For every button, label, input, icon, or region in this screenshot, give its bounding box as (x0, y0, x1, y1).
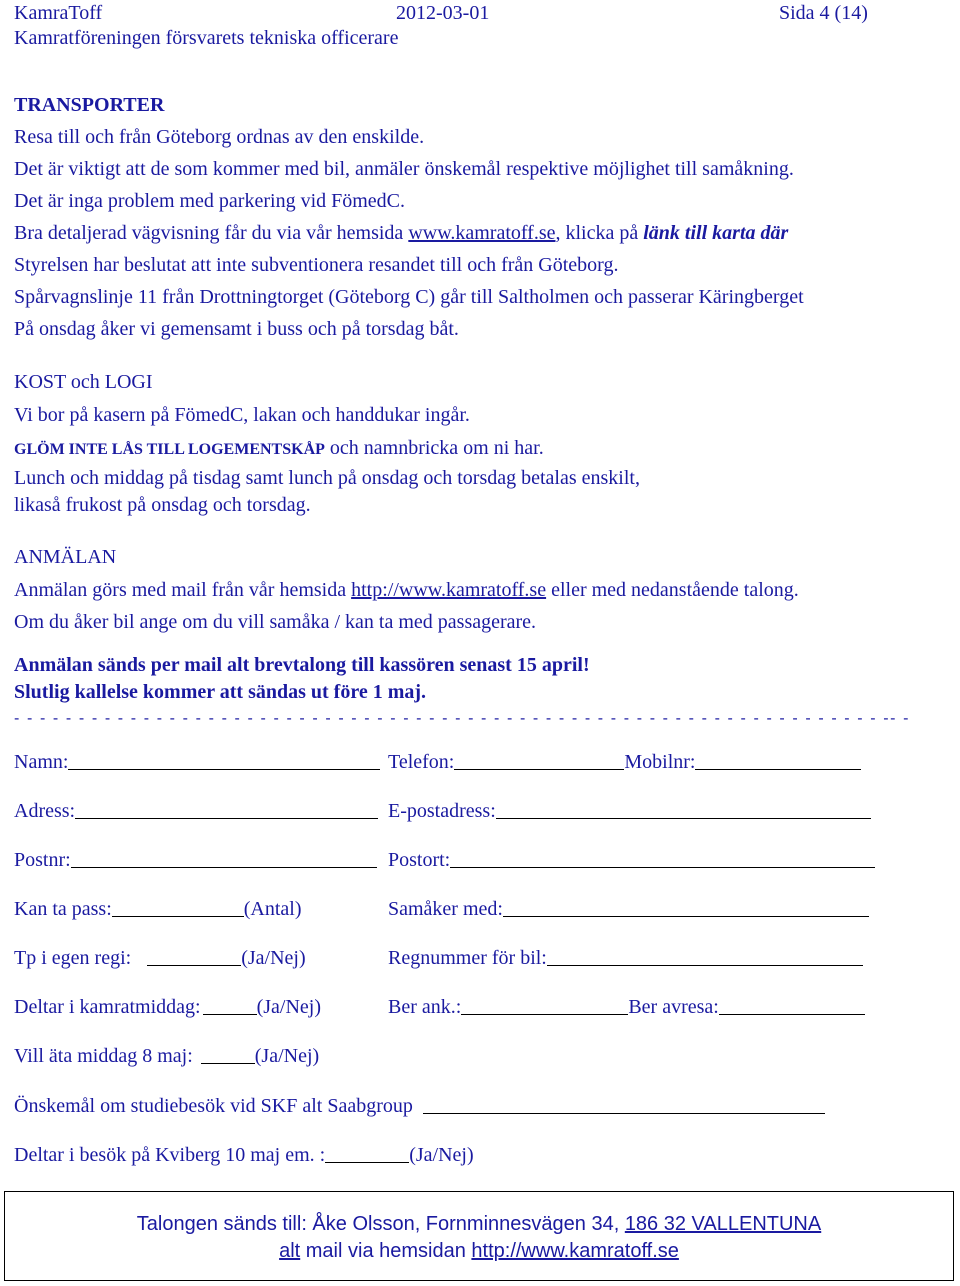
transport-line-5: Styrelsen har beslutat att inte subventionera resandet till och från Göteborg. (14, 254, 619, 276)
map-link-text: länk till karta där (643, 222, 789, 244)
kost-line-3: Lunch och middag på tisdag samt lunch på onsdag och torsdag betalas enskilt, (14, 467, 640, 489)
pass-field[interactable] (112, 915, 244, 917)
anmalan-line-1-suffix: eller med nedanstående talong. (546, 579, 799, 601)
kviberg-label: Deltar i besök på Kviberg 10 maj em. : (14, 1144, 326, 1166)
middag-8-maj-janej-label: (Ja/Nej) (254, 1045, 320, 1067)
transport-line-4 (14, 222, 788, 245)
form-row-address (14, 800, 378, 823)
regnummer-label: Regnummer för bil: (388, 947, 547, 969)
header-org-short: KamraToff (14, 2, 103, 24)
tp-janej-label: (Ja/Nej) (241, 947, 306, 969)
transport-line-4-mid: , klicka på (555, 222, 644, 244)
postort-label: Postort: (388, 849, 451, 871)
studiebesok-label: Önskemål om studiebesök vid SKF alt Saabgroup (14, 1095, 413, 1117)
form-row-postnr (14, 849, 377, 872)
studiebesok-field[interactable] (423, 1112, 825, 1114)
regnummer-field[interactable] (547, 964, 863, 966)
adress-label: Adress: (14, 800, 76, 822)
ber-ank-label: Ber ank.: (388, 996, 462, 1018)
footer-line-2 (5, 1240, 953, 1263)
transport-line-3: Det är inga problem med parkering vid FömedC. (14, 190, 406, 212)
transport-line-7: På onsdag åker vi gemensamt i buss och på torsdag båt. (14, 318, 459, 340)
adress-field[interactable] (75, 817, 378, 819)
ber-ank-field[interactable] (461, 1013, 628, 1015)
postnr-label: Postnr: (14, 849, 71, 871)
kamratmiddag-field[interactable] (203, 1013, 257, 1015)
transport-heading: TRANSPORTER (14, 94, 165, 116)
footer-recipient: Talongen sänds till: Åke Olsson, Fornminnesvägen 34, (136, 1213, 625, 1235)
kost-line-4: likaså frukost på onsdag och torsdag. (14, 494, 311, 516)
form-row-arrival (388, 996, 865, 1019)
form-row-name (14, 751, 380, 774)
mobil-label: Mobilnr: (624, 751, 696, 773)
kamratmiddag-label: Deltar i kamratmiddag: (14, 996, 201, 1018)
kamratmiddag-janej-label: (Ja/Nej) (256, 996, 322, 1018)
form-row-kviberg (14, 1144, 474, 1167)
kost-heading: KOST och LOGI (14, 371, 153, 393)
middag-8-maj-label: Vill äta middag 8 maj: (14, 1045, 193, 1067)
header-date: 2012-03-01 (396, 2, 490, 24)
tp-field[interactable] (147, 964, 241, 966)
form-row-pass (14, 898, 302, 921)
mobil-field[interactable] (695, 768, 861, 770)
transport-line-2: Det är viktigt att de som kommer med bil, anmäler önskemål respektive möjlighet till samåkning. (14, 158, 794, 180)
form-row-regnummer (388, 947, 863, 970)
form-row-studiebesok (14, 1095, 825, 1118)
samaker-label: Samåker med: (388, 898, 503, 920)
namn-label: Namn: (14, 751, 69, 773)
kost-line-2-rest: och namnbricka om ni har. (324, 437, 544, 459)
samaker-field[interactable] (503, 915, 869, 917)
anmalan-heading: ANMÄLAN (14, 546, 117, 568)
form-row-tp (14, 947, 306, 970)
pass-label: Kan ta pass: (14, 898, 112, 920)
anmalan-line-1-prefix: Anmälan görs med mail från vår hemsida (14, 579, 352, 601)
footer-line-1 (5, 1213, 953, 1236)
footer-postal-address: 186 32 VALLENTUNA (624, 1213, 822, 1235)
kviberg-field[interactable] (325, 1161, 409, 1163)
homepage-link[interactable]: www.kamratoff.se (408, 222, 556, 244)
epost-label: E-postadress: (388, 800, 496, 822)
transport-line-1: Resa till och från Göteborg ordnas av den enskilde. (14, 126, 425, 148)
form-row-email (388, 800, 871, 823)
mailing-address-box (4, 1191, 954, 1281)
kost-lock-notice: GLÖM INTE LÅS TILL LOGEMENTSKÅP (14, 441, 325, 458)
postnr-field[interactable] (71, 866, 377, 868)
form-row-middag-8-maj (14, 1045, 319, 1068)
kost-line-2 (14, 437, 544, 460)
form-row-phone (388, 751, 861, 774)
anmalan-final-notice: Slutlig kallelse kommer att sändas ut före 1 maj. (14, 681, 427, 703)
transport-line-4-prefix: Bra detaljerad vägvisning får du via vår hemsida (14, 222, 409, 244)
anmalan-line-2: Om du åker bil ange om du vill samåka / kan ta med passagerare. (14, 611, 537, 633)
kost-line-1: Vi bor på kasern på FömedC, lakan och handdukar ingår. (14, 404, 470, 426)
form-row-kamratmiddag (14, 996, 321, 1019)
postort-field[interactable] (450, 866, 875, 868)
namn-field[interactable] (68, 768, 380, 770)
footer-alt: alt (279, 1240, 301, 1262)
header-org-full: Kamratföreningen försvarets tekniska officerare (14, 27, 399, 49)
epost-field[interactable] (496, 817, 871, 819)
form-row-samaker (388, 898, 869, 921)
telefon-label: Telefon: (388, 751, 455, 773)
tp-label: Tp i egen regi: (14, 947, 132, 969)
anmalan-deadline: Anmälan sänds per mail alt brevtalong till kassören senast 15 april! (14, 654, 590, 676)
antal-label: (Antal) (243, 898, 302, 920)
footer-homepage-link[interactable]: http://www.kamratoff.se (471, 1240, 679, 1262)
middag-8-maj-field[interactable] (201, 1062, 255, 1064)
kviberg-janej-label: (Ja/Nej) (409, 1144, 474, 1166)
anmalan-line-1 (14, 579, 799, 602)
footer-mail-text: mail via hemsidan (300, 1240, 472, 1262)
transport-line-6: Spårvagnslinje 11 från Drottningtorget (Göteborg C) går till Saltholmen och passerar Käringberget (14, 286, 804, 308)
ber-avresa-label: Ber avresa: (628, 996, 719, 1018)
header-page-number: Sida 4 (14) (779, 2, 868, 24)
cut-line-separator: - - - - - - - - - - - - - - - - - - - - - - - - - - - - - - - - - - - - - - - - - - - - - - - - - - - - - - - - - - - - - - - - - - - -- - (14, 710, 911, 727)
telefon-field[interactable] (454, 768, 624, 770)
anmalan-homepage-link[interactable]: http://www.kamratoff.se (351, 579, 547, 601)
ber-avresa-field[interactable] (719, 1013, 865, 1015)
form-row-postort (388, 849, 875, 872)
